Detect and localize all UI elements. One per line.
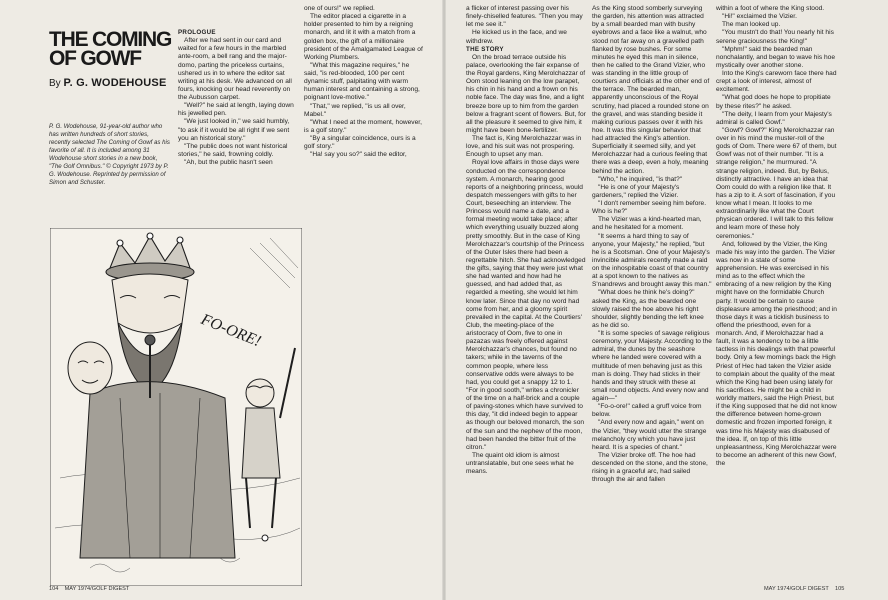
right-page-number: 105	[834, 586, 845, 592]
paragraph: He kicked us in the face, and we withdrew.	[466, 29, 567, 45]
paragraph: As the King stood somberly surveying the garden, his attention was attracted by a small bearded man with bushy eyebrows and a face like a walnut, who stood not far away on a gravelled path flanked by rose bushes. For some minutes he eyed this man in silence, then he called to the Grand Vizier, who was standing in the little group of courtiers and officials at the other end of the terrace. The bearded man, apparently unconscious of the Royal scrutiny, had placed a rounded stone on the gravel, and was standing beside it making curious passes over it with his hoe. It was this singular behavior that had attracted the King's attention. Superficially it seemed silly, and yet Merolchazzar had a curious feeling that there was a deep, even a holy, meaning behind the action.	[592, 5, 710, 175]
column-1	[178, 29, 296, 167]
paragraph: "Hi!" exclaimed the Vizier.	[722, 13, 797, 21]
paragraph: "What god does he hope to propitiate by these rites?" he asked.	[716, 94, 831, 110]
fore-shout-text: FO-ORE!	[198, 310, 264, 351]
author-intro: P. G. Wodehouse, 91-year-old author who has written hundreds of short stories, recently selected The Coming of Gowf as his favorite of all. It is included among 31 Wodehouse short stories in a new book, "The Golf Omnibus." © Copyright 1973 by P. G. Wodehouse. Reprinted by permission of Simon and Schuster.	[49, 123, 170, 186]
paragraph: "Mphm!" said the bearded man nonchalantly, and began to wave his hoe mystically over another stone.	[716, 45, 836, 69]
paragraph: "We just looked in," we said humbly, "to ask if it would be all right if we sent you an historical story."	[178, 118, 290, 142]
paragraph: within a foot of where the King stood.	[716, 5, 825, 12]
article-title: THE COMING OF GOWF	[49, 28, 172, 70]
paragraph: a flicker of interest passing over his finely-chiselled features. "Then you may let me see it."	[466, 5, 583, 29]
paragraph: Royal love affairs in those days were conducted on the correspondence system. A monarch, hearing good reports of a neighboring princess, would despatch messengers with gifts to her Court, beseeching an interview. The Princess would name a date, and a formal meeting would take place; after which everything usually buzzed along pretty smoothly. But in the case of King Merolchazzar's courtship of the Princess of the Outer Isles there had been a regrettable hitch. She had acknowledged the gifts, saying that they were just what she had wanted and how had he guessed, and had added that, as regarded a meeting, she would let him know later. Since that day no word had come from her, and a gloomy spirit prevailed in the capital. At the Courtiers' Club, the meeting-place of the aristocracy of Oom, five to one in pazazas was freely offered against Merolchazzar's chances, but found no takers; while in the taverns of the common people, where less conservative odds were always to be had, you could get a snappy 12 to 1. "For in good sooth," writes a chronicler of the time on a half-brick and a couple of paving-stones which have survived to this day, "it did indeed begin to appear as though our beloved monarch, the son of the sun and the nephew of the moon, had been handed the bitter fruit of the citron."	[466, 159, 586, 451]
paragraph: "The deity, I learn from your Majesty's admiral is called Gowf."	[716, 110, 832, 126]
right-page	[444, 0, 888, 600]
section-heading: THE STORY	[466, 45, 504, 53]
paragraph: After we had sent in our card and waited for a few hours in the marbled ante-room, a bell rang and the major-domo, parting the priceless curtains, ushered us in to where the editor sat writing at his desk. We advanced on all fours, knocking our head reverently on the Aubusson carpet.	[178, 37, 292, 101]
column-5	[716, 5, 837, 468]
left-folio	[49, 586, 129, 592]
paragraph: one of ours!" we replied.	[304, 5, 375, 12]
paragraph: "It seems a hard thing to say of anyone, your Majesty," he replied, "but he is a Scotsman. One of your Majesty's invincible admirals recently made a raid on the inhospitable coast of that country at a spot known to the natives as S'nandrews and brought away this man."	[592, 232, 712, 289]
paragraph: And, followed by the Vizier, the King made his way into the garden. The Vizier was now in a state of some apprehension. He was exercised in his mind as to the effect which the embracing of a new religion by the King might have on the formidable Church party. It would be certain to cause displeasure among the priesthood; and in those days it was a ticklish business to offend the priesthood, even for a monarch. And, if Merolchazzar had a fault, it was a tendency to be a little tactless in his dealings with that powerful body. Only a few mornings back the High Priest of Hec had taken the Vizier aside to complain about the quality of the meat which the King had been using lately for his sacrifices. He might be a child in worldly matters, said the High Priest, but if the King supposed that he did not know the difference between home-grown domestic and frozen imported foreign, it was time his Majesty was disabused of the idea. If, on top of this little unpleasantness, King Merolchazzar were to become an adherent of this new Gowf, the	[716, 240, 837, 467]
right-folio	[764, 586, 844, 592]
paragraph: "Gowf? Gowf?" King Merolchazzar ran over in his mind the muster-roll of the gods of Oom. There were 67 of them, but Gowf was not of their number. "It is a strange religion," he murmured. "A strange religion, indeed. But, by Belus, distinctly attractive. I have an idea that Oom could do with a religion like that. It has a zip to it. A sort of fascination, if you know what I mean. It looks to me extraordinarily like what the Court physican ordered. I will talk to this fellow and learn more of these holy ceremonies."	[716, 126, 837, 240]
paragraph: The fact is, King Merolchazzar was in love, and his suit was not prospering. Enough to upset any man.	[466, 135, 582, 159]
paragraph: "What does he think he's doing?" asked the King, as the bearded one slowly raised the hoe above his right shoulder, slightly bending the left knee as he did so.	[592, 289, 704, 329]
paragraph: Into the King's careworn face there had crept a look of interest, almost of excitement.	[716, 70, 837, 94]
author-name: P. G. WODEHOUSE	[63, 77, 167, 89]
paragraph: "He is one of your Majesty's gardeners," replied the Vizier.	[592, 183, 680, 199]
paragraph: The editor placed a cigarette in a holder presented to him by a reigning monarch, and lit it with a match from a golden box, the gift of a millionaire president of the Amalgamated League of Working Plumbers.	[304, 13, 423, 61]
byline-prefix: By	[49, 78, 61, 89]
paragraph: "What I need at the moment, however, is a golf story."	[304, 118, 422, 134]
column-4	[592, 5, 712, 484]
paragraph: "Ah, but the public hasn't seen	[184, 159, 273, 166]
courtier-figure	[68, 342, 112, 394]
byline	[49, 77, 167, 89]
paragraph: "That," we replied, "is us all over, Mabel."	[304, 102, 406, 118]
king-and-courtiers-illustration	[50, 228, 302, 586]
left-page-number: 104	[49, 586, 59, 592]
paragraph: The Vizier was a kind-hearted man, and he hesitated for a moment.	[592, 216, 702, 232]
paragraph: "And every now and again," went on the Vizier, "they would utter the strange melancholy cry which you have just heard. It is a species of chant."	[592, 419, 707, 451]
paragraph: "It is some species of savage religious ceremony, your Majesty. According to the admiral, the dunes by the seashore where he landed were covered with a multitude of men behaving just as this man is doing. They had sticks in their hands and they struck with these at small round objects. And every now and again—"	[592, 330, 712, 402]
section-heading: PROLOGUE	[178, 29, 216, 36]
paragraph: On the broad terrace outside his palace, overlooking the fair expanse of the Royal gardens, King Merolchazzar of Oom stood leaning on the low parapet, his chin in his hand and a frown on his noble face. The day was fine, and a light breeze bore up to him from the garden below a fragrant scent of flowers. But, for all the pleasure it seemed to give him, it might have been bone-fertilizer.	[466, 53, 586, 134]
right-magazine-credit: MAY 1974/GOLF DIGEST	[764, 586, 829, 592]
paragraph: "The public does not want historical stories," he said, frowning coldly.	[178, 142, 288, 158]
paragraph: "Fo-o-ore!" called a gruff voice from below.	[592, 403, 702, 419]
left-magazine-credit: MAY 1974/GOLF DIGEST	[64, 586, 130, 592]
paragraph: The man looked up.	[722, 21, 781, 29]
paragraph: "Well?" he said at length, laying down his jewelled pen.	[178, 102, 294, 118]
paragraph: "By a singular coincidence, ours is a golf story."	[304, 135, 416, 151]
paragraph: The quaint old idiom is almost untranslatable, but one sees what he means.	[466, 451, 574, 476]
paragraph: "What this magazine requires," he said, "is red-blooded, 100 per cent dynamic stuff, palpitating with warm human interest and containing a strong, poignant love-motive."	[304, 61, 420, 102]
column-3	[466, 5, 586, 476]
page-gutter	[442, 0, 446, 600]
paragraph: "I don't remember seeing him before. Who is he?"	[592, 200, 707, 216]
paragraph: "You mustn't do that! You nearly hit his serene graciousness the King!"	[716, 29, 834, 45]
paragraph: "Ha! say you so?" said the editor,	[310, 151, 407, 159]
paragraph: "Who," he inquired, "is that?"	[598, 175, 683, 183]
column-2	[304, 5, 423, 159]
paragraph: The Vizier broke off. The hoe had descended on the stone, and the stone, rising in a graceful arc, had sailed through the air and fallen	[592, 451, 708, 484]
